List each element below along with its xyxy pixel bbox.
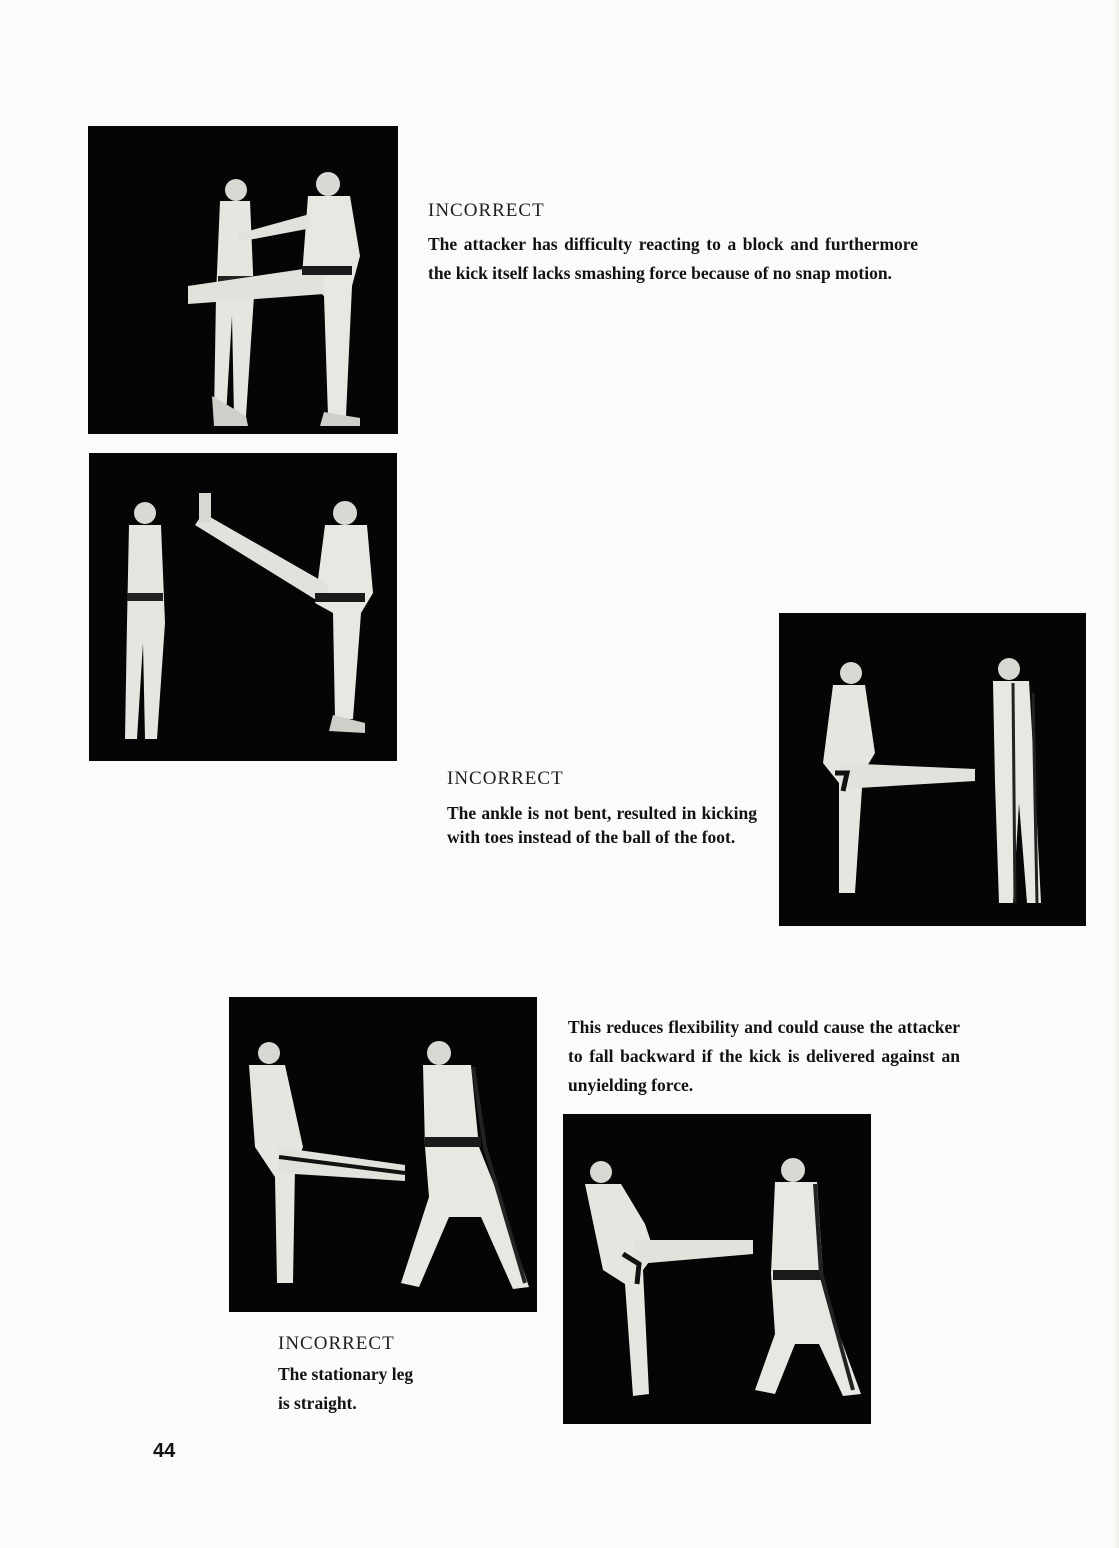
page-edge-shadow [1113, 0, 1119, 1548]
page-number: 44 [153, 1440, 176, 1462]
caption-2-text: The ankle is not bent, resulted in kicking with toes instead of the ball of the foot. [447, 803, 757, 847]
caption-4-line-2: is straight. [278, 1393, 357, 1413]
caption-3-text: This reduces flexibility and could cause the attacker to fall backward if the kick is delivered against an unyielding force. [568, 1017, 960, 1095]
caption-4-line-1: The stationary leg [278, 1364, 414, 1384]
caption-1-label: INCORRECT [428, 200, 545, 221]
photo-kick-against-force [563, 1114, 871, 1424]
photo-stationary-leg-straight [229, 997, 537, 1312]
caption-1-text: The attacker has difficulty reacting to a block and furthermore the kick itself lacks smashing force because of no snap motion. [428, 234, 918, 283]
photo-front-kick-no-snap [88, 126, 398, 434]
photo-ankle-not-bent [779, 613, 1086, 926]
caption-4-label: INCORRECT [278, 1333, 395, 1354]
photo-front-kick-high [89, 453, 397, 761]
caption-2-label: INCORRECT [447, 768, 564, 789]
